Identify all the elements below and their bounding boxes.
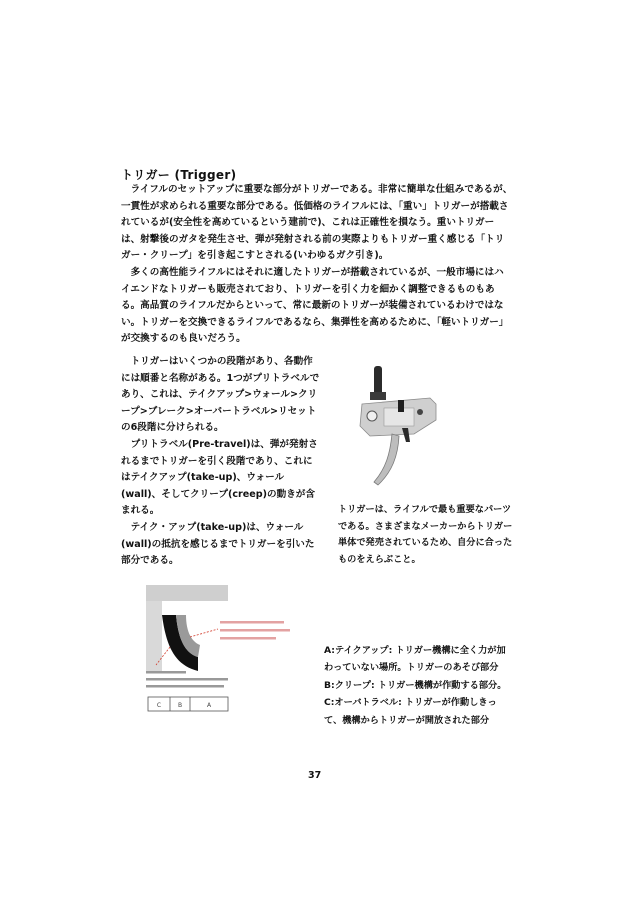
annotation-note-lower-1 (146, 671, 186, 674)
trigger-stage-diagram (140, 585, 310, 715)
legend-c (324, 694, 514, 729)
legend-c-desc: : トリガーが作動しきって、機構からトリガーが開放された部分 (324, 697, 497, 726)
annotation-note-lower-3 (146, 685, 224, 688)
column-paragraph-1 (121, 354, 321, 437)
legend-a-key: A: (324, 645, 335, 656)
scale-label-a: A (206, 702, 212, 709)
column-p1-c: であり、これは、 (121, 372, 320, 401)
legend-a-desc: : トリガー機構に全く力が加わっていない場所。トリガーのあそび部分 (324, 645, 506, 674)
scale-label-c: C (156, 702, 162, 709)
left-column-text (121, 354, 321, 570)
annotation-note-upper-2 (220, 629, 290, 632)
scale-label-b: B (177, 702, 183, 709)
legend-a (324, 642, 514, 677)
annotation-note-lower-2 (146, 678, 228, 681)
paragraph-2: 多くの高性能ライフルにはそれに適したトリガーが搭載されているが、一般市場にはハイエンドなトリガーも販売されており、トリガーを引く力を細かく調整できるものもある。高品質のライフルだからといって、常に最新のトリガーが装備されているわけではない。トリガーを交換できるライフルであるなら、集弾性を高めるために、「軽いトリガー」が交換するのも良いだろう。 (121, 266, 509, 345)
legend-b-desc: : トリガー機構が作動する部分。 (370, 679, 507, 691)
diagram-frame (146, 585, 228, 601)
legend-b-key: B: (324, 679, 335, 691)
legend-b-term: クリープ (334, 679, 371, 691)
paragraph-1: ライフルのセットアップに重要な部分がトリガーである。非常に簡単な仕組みであるが、一貫性が求められる重要な部分である。低価格のライフルには、「重い」トリガーが搭載されているが(安全性を高めているという建前で)、これは正確性を損なう。重いトリガーは、射撃後のガタを発生させ、弾が発射される前の実際よりもトリガー重く感じる「トリガー・クリープ」を引き起こすとされる(いわゆるガク引き)。 (121, 184, 513, 262)
column-p1-b: プリトラベル (252, 372, 310, 384)
annotation-line-upper (190, 629, 218, 637)
trigger-mechanism-illustration (360, 366, 436, 485)
intro-text (121, 182, 513, 348)
photo-caption: トリガーは、ライフルで最も重要なパーツである。さまざまなメーカーからトリガー単体で発売されているため、自分に合ったものをえらぶこと。 (338, 504, 513, 565)
diagram-housing (146, 601, 162, 671)
column-paragraph-2: プリトラベル(Pre-travel)は、弾が発射されるまでトリガーを引く段階であり、これにはテイクアップ(take-up)、ウォール(wall)、そしてクリープ(creep)の動きが含まれる。 (121, 438, 318, 517)
column-paragraph-3: テイク・アップ(take-up)は、ウォール(wall)の抵抗を感じるまでトリガーを引いた部分である。 (121, 521, 315, 567)
stage-legend (324, 642, 514, 729)
annotation-note-upper-1 (220, 621, 284, 624)
annotation-note-upper-3 (220, 637, 276, 640)
page-number: 37 (308, 770, 322, 781)
column-p1-a: トリガーはいくつかの段階があり、各動作には順番と名称がある。1つが (121, 356, 313, 384)
legend-a-term: テイクアップ (334, 645, 389, 656)
section-title: トリガー (Trigger) (121, 168, 237, 182)
trigger-photo (352, 364, 448, 494)
legend-b (324, 677, 514, 694)
column-p1-d: テイクアップ>ウォール>クリープ>ブレーク>オーバートラベル>リセットの6段階に分けられる。 (121, 389, 318, 434)
legend-c-key: C: (324, 697, 335, 709)
legend-c-term: オーバトラベル (334, 697, 399, 709)
stage-scale (148, 697, 228, 711)
